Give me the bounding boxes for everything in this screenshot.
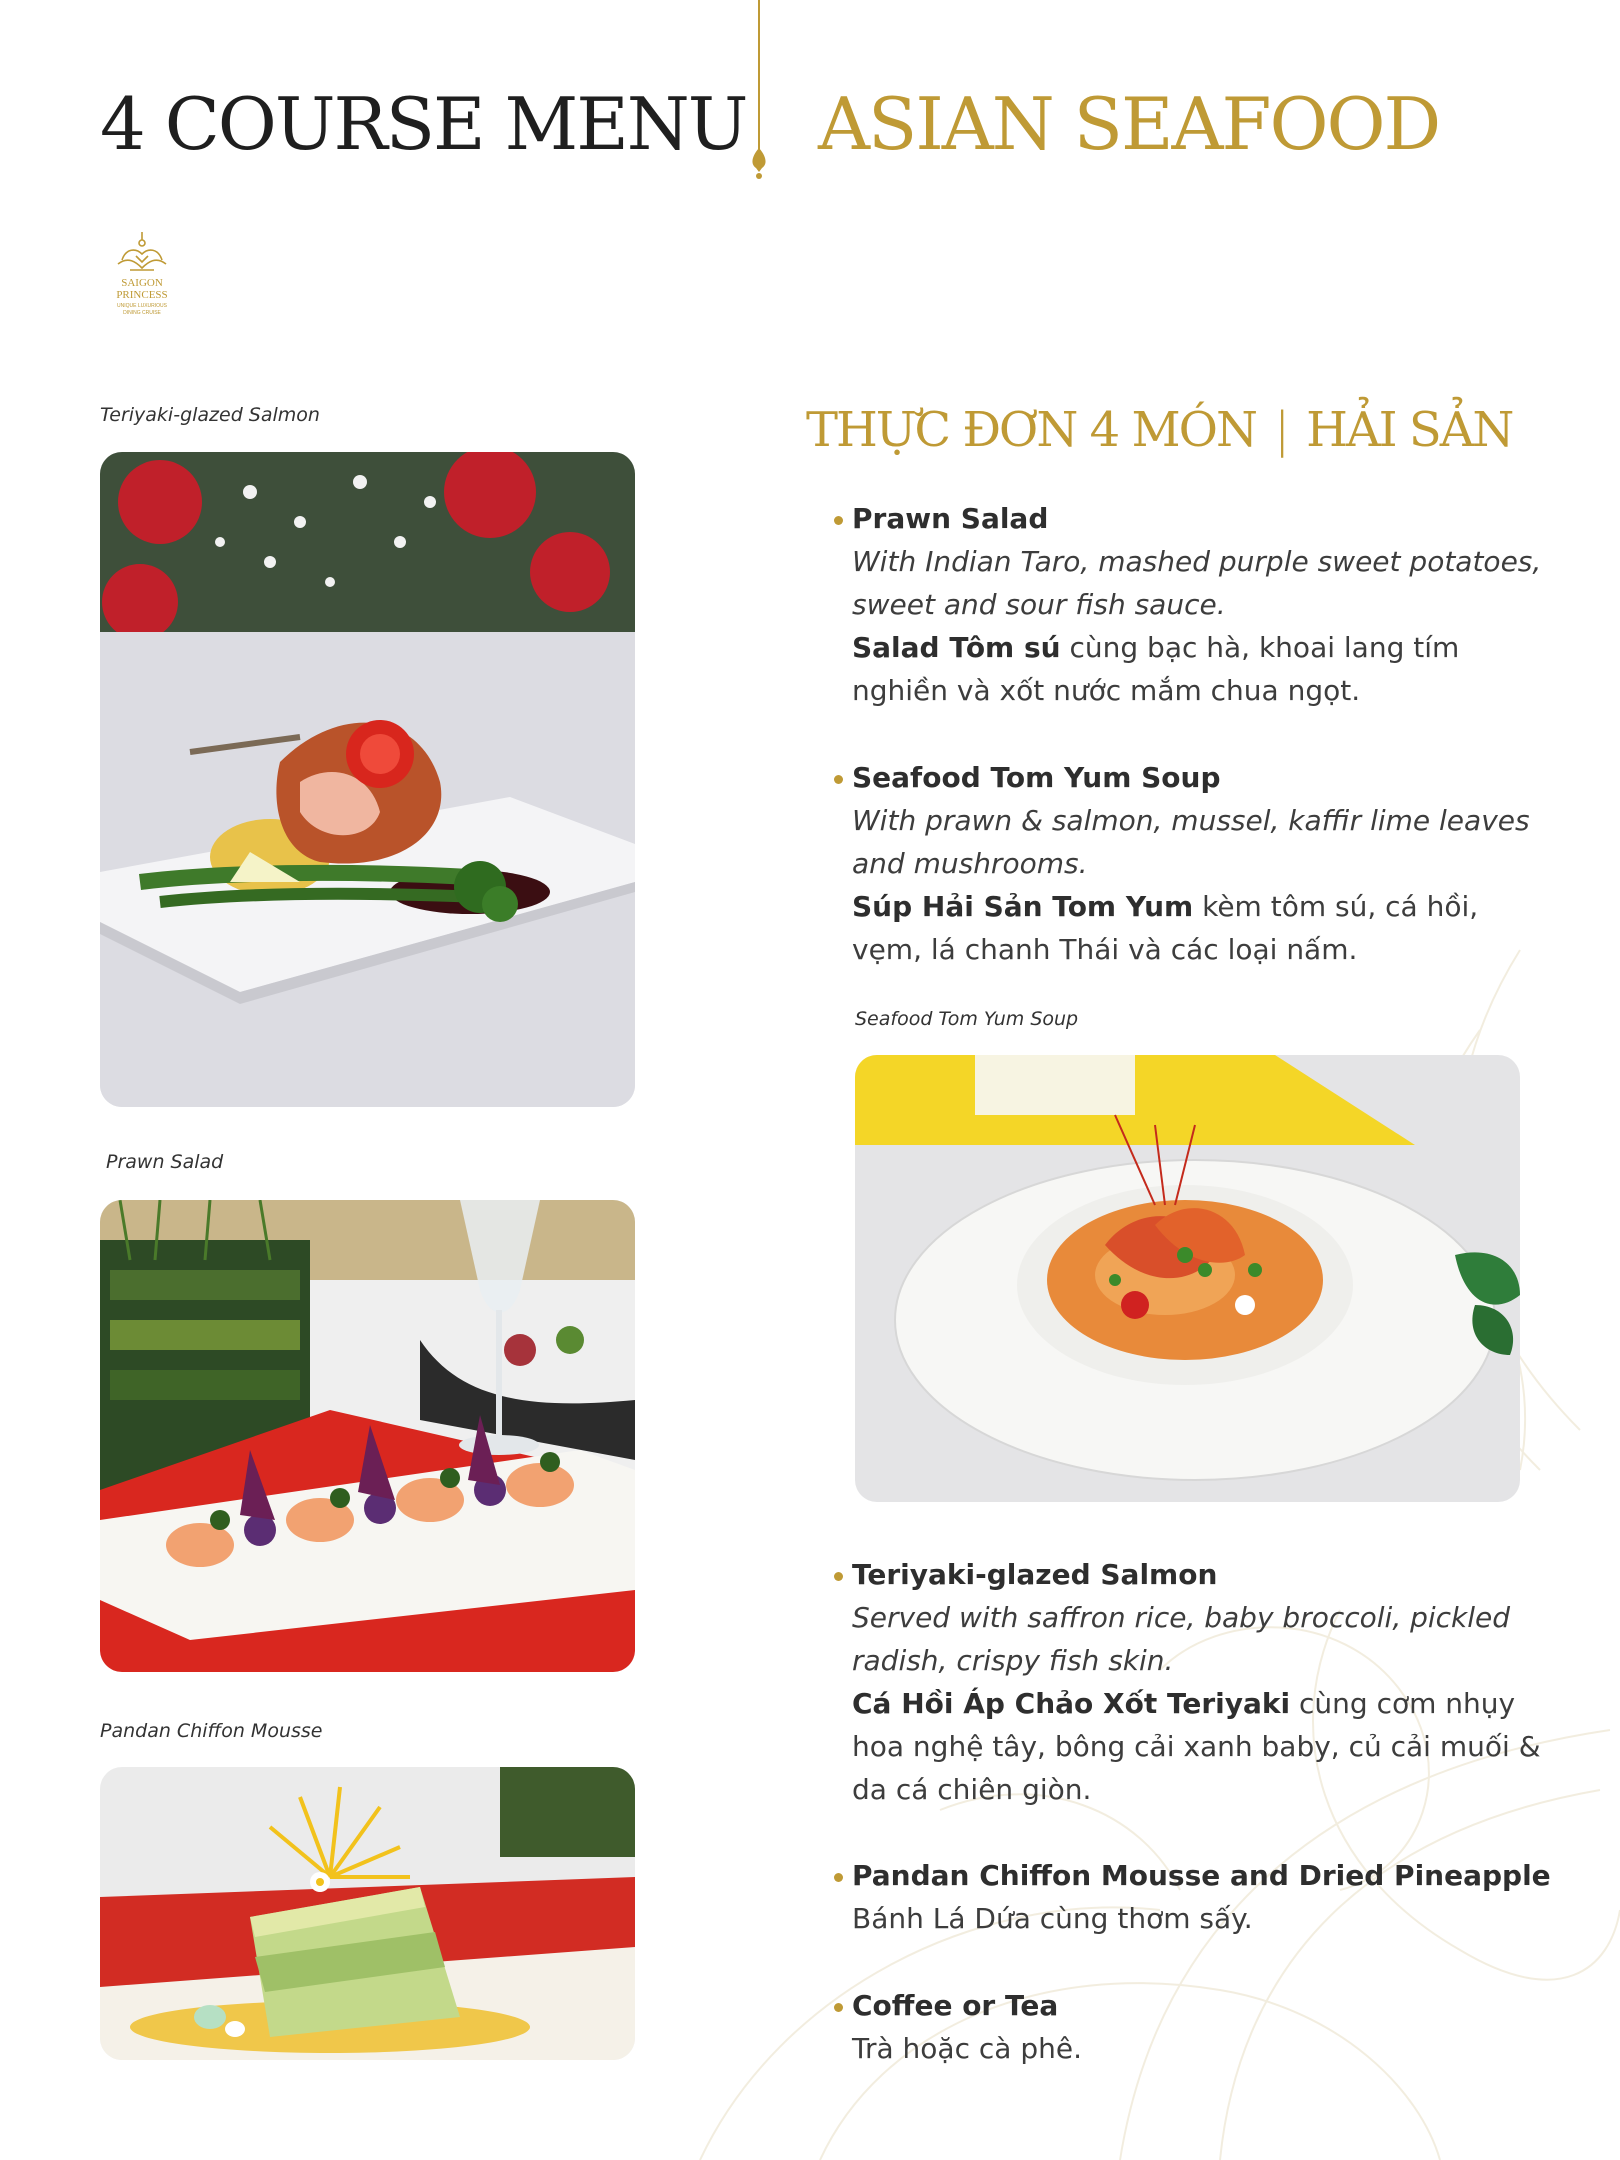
logo-brand-line1: SAIGON bbox=[121, 277, 163, 289]
pandan-mousse-photo bbox=[100, 1767, 635, 2060]
course-name: Coffee or Tea bbox=[852, 1989, 1059, 2022]
course-name: Teriyaki-glazed Salmon bbox=[852, 1558, 1218, 1591]
vietnamese-menu-title bbox=[806, 402, 1512, 458]
course-name-vn: Súp Hải Sản Tom Yum bbox=[852, 890, 1194, 923]
course-coffee-or-tea bbox=[852, 1984, 1552, 2070]
course-pandan-mousse bbox=[852, 1854, 1552, 1940]
photo-caption-prawn-salad: Prawn Salad bbox=[106, 1151, 224, 1173]
tom-yum-soup-photo bbox=[855, 1055, 1520, 1502]
menu-subtitle: ASIAN SEAFOOD bbox=[818, 82, 1440, 166]
course-prawn-salad bbox=[852, 497, 1552, 712]
vn-title-separator: | bbox=[1273, 402, 1289, 458]
course-detail-vn: cùng bạc hà, khoai lang tím nghiền và xốt nước mắm chua ngọt. bbox=[852, 631, 1460, 707]
course-description-en: With prawn & salmon, mussel, kaffir lime leaves and mushrooms. bbox=[852, 804, 1530, 880]
logo-brand-line2: PRINCESS bbox=[116, 289, 168, 301]
page-header bbox=[0, 0, 1620, 190]
prawn-salad-photo bbox=[100, 1200, 635, 1672]
course-description-en: With Indian Taro, mashed purple sweet potatoes, sweet and sour fish sauce. bbox=[852, 545, 1542, 621]
gold-bullet-icon bbox=[834, 516, 843, 525]
saigon-princess-logo bbox=[96, 226, 188, 318]
menu-title: 4 COURSE MENU bbox=[100, 82, 747, 166]
course-teriyaki-salmon bbox=[852, 1553, 1552, 1811]
gold-bullet-icon bbox=[834, 1572, 843, 1581]
logo-tagline-line2: DINING CRUISE bbox=[123, 310, 161, 316]
gold-bullet-icon bbox=[834, 775, 843, 784]
vn-title-left: THỰC ĐƠN 4 MÓN bbox=[806, 402, 1256, 458]
course-name: Seafood Tom Yum Soup bbox=[852, 761, 1221, 794]
course-name-vn: Salad Tôm sú bbox=[852, 631, 1061, 664]
course-name: Pandan Chiffon Mousse and Dried Pineapple bbox=[852, 1859, 1551, 1892]
course-description-vn bbox=[852, 626, 1552, 712]
photo-caption-pandan-mousse: Pandan Chiffon Mousse bbox=[100, 1720, 323, 1742]
course-description-vn: Trà hoặc cà phê. bbox=[852, 2032, 1082, 2065]
logo-tagline-line1: UNIQUE LUXURIOUS bbox=[116, 303, 168, 309]
course-description-vn: Bánh Lá Dứa cùng thơm sấy. bbox=[852, 1902, 1253, 1935]
gold-bullet-icon bbox=[834, 2003, 843, 2012]
course-detail-vn: cùng cơm nhụy hoa nghệ tây, bông cải xanh baby, củ cải muối & da cá chiên giòn. bbox=[852, 1687, 1541, 1806]
photo-caption-tom-yum-soup: Seafood Tom Yum Soup bbox=[855, 1008, 1079, 1030]
gold-divider-ornament bbox=[748, 0, 770, 182]
photo-caption-salmon: Teriyaki-glazed Salmon bbox=[100, 404, 320, 426]
course-description-vn bbox=[852, 1682, 1552, 1811]
salmon-dish-photo bbox=[100, 452, 635, 1107]
course-name: Prawn Salad bbox=[852, 502, 1049, 535]
vn-title-right: HẢI SẢN bbox=[1306, 402, 1513, 458]
course-name-vn: Cá Hồi Áp Chảo Xốt Teriyaki bbox=[852, 1687, 1291, 1720]
course-detail-vn: kèm tôm sú, cá hồi, vẹm, lá chanh Thái và các loại nấm. bbox=[852, 890, 1479, 966]
course-description-vn bbox=[852, 885, 1552, 971]
gold-bullet-icon bbox=[834, 1873, 843, 1882]
course-tom-yum-soup bbox=[852, 756, 1552, 971]
course-description-en: Served with saffron rice, baby broccoli, pickled radish, crispy fish skin. bbox=[852, 1601, 1511, 1677]
